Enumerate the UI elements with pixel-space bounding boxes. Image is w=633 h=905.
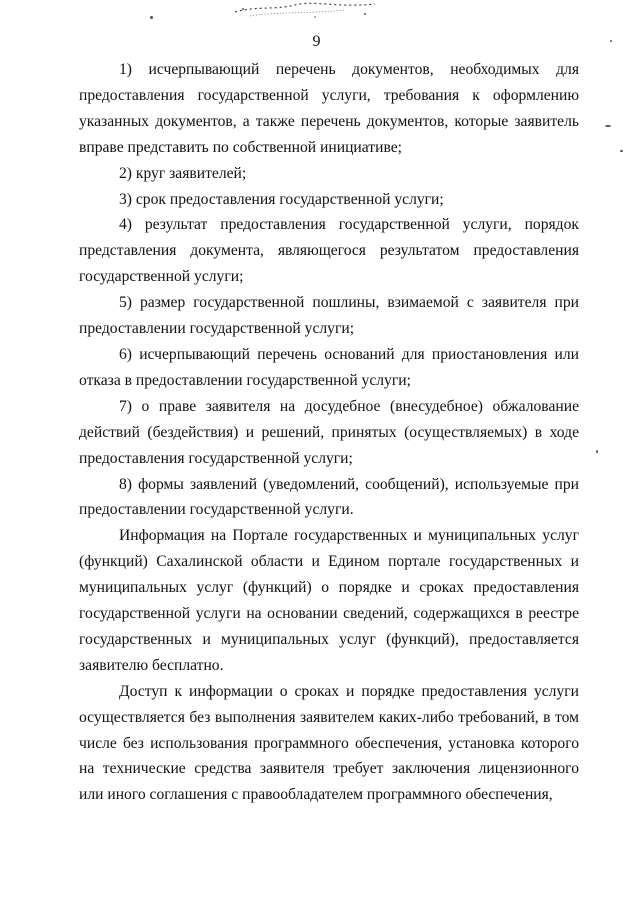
- list-item-6: 6) исчерпывающий перечень оснований для приостановления или отказа в предоставлении государственной услуги;: [79, 345, 579, 389]
- scan-speck: [620, 150, 623, 152]
- list-item-3: 3) срок предоставления государственной услуги;: [119, 190, 444, 208]
- list-item-5: 5) размер государственной пошлины, взимаемой с заявителя при предоставлении государственной услуги;: [79, 294, 579, 338]
- info-paragraph: Информация на Портале государственных и муниципальных услуг (функций) Сахалинской области и Едином портале государственных и муниципальных услуг (функций) о порядке и сроках предоставления государственной услуги на основании сведений, содержащихся в реестре государственных и муниципальных услуг (функций), предоставляется заявителю бесплатно.: [79, 527, 579, 674]
- access-paragraph: Доступ к информации о сроках и порядке предоставления услуги осуществляется без выполнения заявителем каких-либо требований, в том числе без использования программного обеспечения, установка которого на технические средства заявителя требует заключения лицензионного или иного соглашения с правообладателем программного обеспечения,: [79, 682, 579, 804]
- list-item-1: 1) исчерпывающий перечень документов, необходимых для предоставления государственной услуги, требования к оформлению указанных документов, а также перечень документов, которые заявитель вправе представить по собственной инициативе;: [79, 61, 579, 156]
- list-item-7: 7) о праве заявителя на досудебное (внесудебное) обжалование действий (бездействия) и решений, принятых (осуществляемых) в ходе предоставления государственной услуги;: [79, 397, 579, 467]
- scan-speck: [605, 125, 611, 127]
- list-item-8: 8) формы заявлений (уведомлений, сообщений), используемые при предоставлении государственной услуги.: [79, 475, 579, 519]
- document-body: [79, 57, 579, 808]
- list-item-4: 4) результат предоставления государственной услуги, порядок представления документа, являющегося результатом предоставления государственной услуги;: [79, 216, 579, 286]
- scan-speck: [150, 16, 153, 19]
- page-number: 9: [312, 33, 321, 50]
- list-item-2: 2) круг заявителей;: [119, 164, 247, 182]
- scan-noise: [225, 0, 395, 22]
- scan-speck: [596, 450, 598, 453]
